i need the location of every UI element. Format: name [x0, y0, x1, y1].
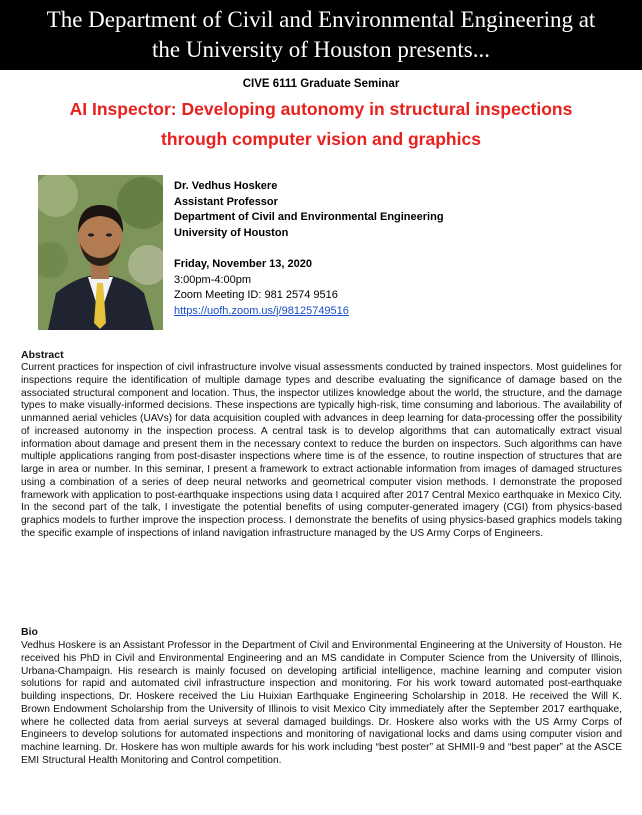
zoom-meeting-id: Zoom Meeting ID: 981 2574 9516: [174, 289, 338, 301]
speaker-position: Assistant Professor: [174, 195, 278, 208]
bio-heading: Bio: [21, 626, 38, 638]
speaker-university: University of Houston: [174, 226, 289, 239]
seminar-title: AI Inspector: Developing autonomy in structural inspections through computer vision and graphics: [69, 99, 573, 149]
event-time: 3:00pm-4:00pm: [174, 273, 252, 286]
abstract-heading: Abstract: [21, 349, 64, 361]
banner-line-1: The Department of Civil and Environmental Engineering at: [46, 7, 596, 32]
zoom-link[interactable]: https://uofh.zoom.us/j/98125749516: [174, 304, 349, 317]
header-banner: [0, 0, 642, 70]
abstract-text: Current practices for inspection of civil infrastructure involve visual assessments conducted by trained inspectors. Most guidelines for inspections require the identification of multiple damage types and describe evaluating the significance of damage based on the associated structural component and location. Thus, the inspector utilizes knowledge about the world, the structure, and the damage types to make visually-informed decisions. These inspections are typically high-risk, time consuming and laborious. The availability of unmanned aerial vehicles (UAVs) for data acquisition coupled with advances in deep learning for data-processing offer the possibility of increased autonomy in the inspection process. A central task is to develop algorithms that can automatically extract visual information about damage and present them in the necessary context to reduce the burden on inspectors. Such algorithms can have multiple applications ranging from post-disaster inspections where time is of the essence, to routine inspection of structures that are large in area or number. In this seminar, I present a framework to extract actionable information from images of damaged structures using a combination of a series of deep neural networks and geometrical computer vision methods. I demonstrate the proposed framework with application to post-earthquake inspections using data I acquired after 2017 Central Mexico earthquake in Mexico City. In the second part of the talk, I investigate the potential benefits of using computer-generated imagery (CGI) from physics-based graphics models to further improve the inspection process. I demonstrate the benefits of using physics-based graphics models taking the specific example of inspections of inland navigation infrastructure managed by the US Army Corps of Engineers.: [21, 362, 622, 539]
course-label: CIVE 6111 Graduate Seminar: [242, 78, 400, 90]
speaker-photo: [38, 175, 163, 330]
bio-text: Vedhus Hoskere is an Assistant Professor in the Department of Civil and Environmental Engineering at the University of Houston. He received his PhD in Civil and Environmental Engineering and an MS candidate in Computer Science from the University of Illinois, Urbana-Champaign. His research is mainly focused on developing artificial intelligence, machine learning and computer vision solutions for rapid and automated civil infrastructure inspection and monitoring. For his work toward automated post-earthquake building inspections, Dr. Hoskere received the Liu Huixian Earthquake Engineering Scholarship in 2018. He received the Will K. Brown Endowment Scholarship from the University of Illinois to visit Mexico City immediately after the September 2017 earthquake, where he collected data from aerial surveys at several damaged buildings. Dr. Hoskere also works with the US Army Corps of Engineers to develop solutions for automated inspections and monitoring of navigational locks and dams using computer vision and machine learning. Dr. Hoskere has won multiple awards for his work including “best poster” at SHMII-9 and “best paper” at the ASCE EMI Structural Health Monitoring and Control competition.: [21, 640, 622, 766]
banner-line-2: the University of Houston presents...: [152, 37, 490, 62]
speaker-name: Dr. Vedhus Hoskere: [174, 180, 278, 192]
event-date: Friday, November 13, 2020: [174, 258, 312, 270]
speaker-department: Department of Civil and Environmental Engineering: [174, 211, 444, 223]
speaker-portrait-image: [38, 175, 163, 330]
speaker-info: [174, 179, 614, 319]
